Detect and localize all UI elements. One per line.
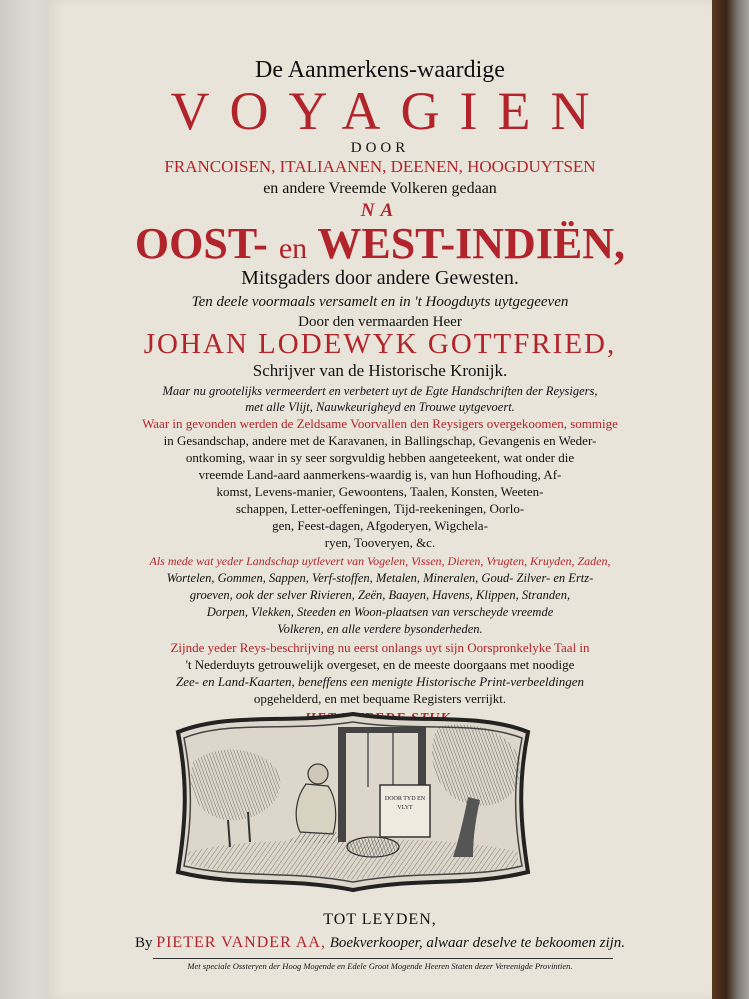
- text-line-17: ontkoming, waar in sy seer sorgvuldig hebben aangeteekent, wat onder die: [185, 450, 575, 465]
- title-line-na: NA: [360, 200, 400, 221]
- text-line-31: opgehelderd, en met bequame Registers verrijkt.: [253, 691, 507, 706]
- en-text: en: [278, 232, 308, 265]
- text-line-20: schappen, Letter-oeffeningen, Tijd-reekeningen, Oorlo-: [235, 501, 525, 516]
- text-line-23: Als mede wat yeder Landschap uytlevert van Vogelen, Vissen, Dieren, Vrugten, Kruyden, Zaden,: [149, 554, 611, 568]
- title-line-1: De Aanmerkens-waardige: [255, 57, 505, 83]
- west-indien-text: WEST-INDIËN,: [317, 219, 626, 268]
- text-line-13: Maar nu grootelijks vermeerdert en verbetert uyt de Egte Handschriften der Reysigers,: [162, 384, 598, 398]
- text-line-19: komst, Levens-manier, Gewoontens, Taalen, Konsten, Weeten-: [216, 484, 544, 499]
- text-line-16: in Gesandschap, andere met de Karavanen, in Ballingschap, Gevangenis en Weder-: [163, 433, 597, 448]
- author-name: JOHAN LODEWYK GOTTFRIED,: [143, 328, 617, 360]
- text-line-28: Zijnde yeder Reys-beschrijving nu eerst onlangs uyt sijn Oorspronkelyke Taal in: [170, 640, 590, 655]
- text-line-24: Wortelen, Gommen, Sappen, Verf-stoffen, Metalen, Mineralen, Goud- Zilver- en Ertz-: [166, 571, 594, 585]
- title-page: [48, 0, 712, 999]
- publisher-name: PIETER VANDER AA,: [156, 934, 326, 951]
- imprint-place: TOT LEYDEN,: [323, 911, 437, 928]
- text-line-26: Dorpen, Vlekken, Steeden en Woon-plaatsen van verscheyde vreemde: [206, 605, 554, 619]
- text-line-29: 't Nederduyts getrouwelijk overgeset, en de meeste doorgaans met noodige: [185, 657, 575, 672]
- text-line-18: vreemde Land-aard aanmerkens-waardig is, van hun Hofhouding, Af-: [198, 467, 562, 482]
- text-line-15: Waar in gevonden werden de Zeldsame Voorvallen den Reysigers overgekoomen, sommige: [142, 416, 618, 431]
- imprint-by: By: [134, 935, 153, 951]
- text-line-30: Zee- en Land-Kaarten, beneffens een menigte Historische Print-verbeeldingen: [176, 674, 584, 689]
- text-line-14: met alle Vlijt, Nauwkeurigheyd en Trouwe uytgevoert.: [245, 400, 515, 414]
- nations-line: FRANCOISEN, ITALIAANEN, DEENEN, HOOGDUYTSEN: [164, 157, 596, 176]
- oost-text: OOST-: [134, 219, 268, 268]
- publisher-description: Boekverkooper, alwaar deselve te bekoomen zijn.: [329, 935, 626, 951]
- east-west-indies-line: [48, 219, 712, 268]
- imprint-publisher-line: [48, 935, 712, 951]
- imprint-rule: [153, 958, 613, 959]
- book-spine: [711, 0, 749, 999]
- text-line-21: gen, Feest-dagen, Afgoderyen, Wigchela-: [272, 518, 488, 533]
- vignette-motto-2: VLYT: [397, 805, 413, 811]
- mitsgaders-line: Mitsgaders door andere Gewesten.: [241, 267, 519, 289]
- text-line-27: Volkeren, en alle verdere bysonderheden.: [277, 622, 483, 636]
- main-title-voyagien: VOYAGIEN: [170, 81, 610, 141]
- vignette-motto-1: DOOR TYD EN: [384, 796, 426, 802]
- door-den-line: Door den vermaarden Heer: [298, 314, 462, 330]
- engraved-vignette: [168, 702, 538, 895]
- privilege-line: Met speciale Ossteryen der Hoog Mogende en Edele Groot Mogende Heeren Staten dezer Vereenigde Provintien.: [187, 961, 573, 971]
- title-line-door: DOOR: [350, 140, 410, 156]
- other-peoples-line: en andere Vreemde Volkeren gedaan: [263, 180, 497, 197]
- text-line-25: groeven, ook der selver Rivieren, Zeën, Baayen, Havens, Klippen, Stranden,: [189, 588, 571, 602]
- text-line-22: ryen, Tooveryen, &c.: [324, 535, 436, 550]
- author-title: Schrijver van de Historische Kronijk.: [252, 361, 508, 380]
- ten-deele-line: Ten deele voormaals versamelt en in 't Hoogduyts uytgegeeven: [191, 294, 569, 310]
